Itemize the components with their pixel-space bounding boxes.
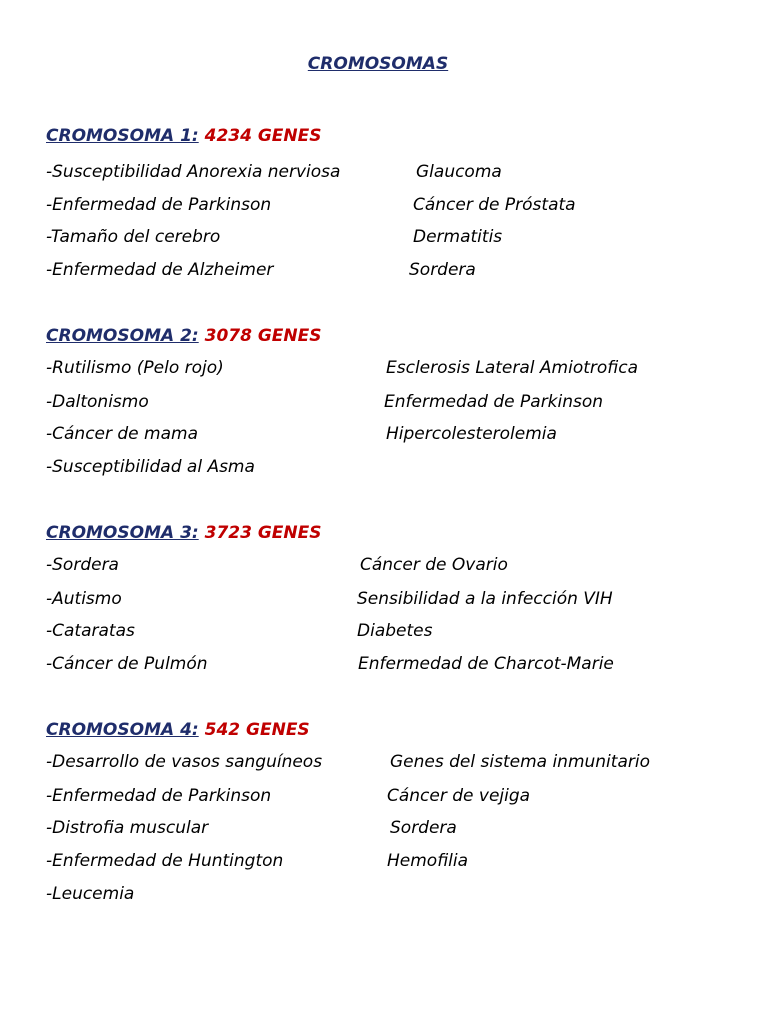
trait-left: -Cáncer de Pulmón	[46, 654, 208, 674]
trait-left: -Distrofia muscular	[46, 818, 209, 838]
list-item	[46, 423, 746, 445]
trait-left: -Autismo	[46, 589, 122, 609]
trait-right: Glaucoma	[416, 162, 502, 182]
trait-left: -Cáncer de mama	[46, 424, 199, 444]
section-heading	[46, 125, 322, 147]
chromosome-label: CROMOSOMA 3:	[46, 523, 199, 543]
trait-left: -Susceptibilidad Anorexia nerviosa	[46, 162, 341, 182]
gene-count: 542 GENES	[204, 720, 310, 740]
trait-right: Sensibilidad a la infección VIH	[357, 589, 613, 609]
gene-count: 4234 GENES	[204, 126, 322, 146]
trait-left: -Sordera	[46, 555, 119, 575]
trait-right: Enfermedad de Charcot-Marie	[358, 654, 614, 674]
list-item	[46, 357, 746, 379]
trait-left: -Rutilismo (Pelo rojo)	[46, 358, 224, 378]
list-item	[46, 554, 746, 576]
trait-left: -Daltonismo	[46, 392, 149, 412]
list-item	[46, 785, 746, 807]
trait-left: -Susceptibilidad al Asma	[46, 457, 255, 477]
trait-right: Diabetes	[357, 621, 433, 641]
trait-left: -Cataratas	[46, 621, 135, 641]
list-item	[46, 850, 746, 872]
list-item	[46, 751, 746, 773]
trait-right: Hipercolesterolemia	[386, 424, 557, 444]
trait-right: Cáncer de Ovario	[360, 555, 508, 575]
list-item	[46, 653, 746, 675]
trait-left: -Leucemia	[46, 884, 135, 904]
trait-right: Sordera	[409, 260, 476, 280]
gene-count: 3078 GENES	[204, 326, 322, 346]
trait-left: -Desarrollo de vasos sanguíneos	[46, 752, 323, 772]
list-item	[46, 259, 746, 281]
trait-left: -Enfermedad de Parkinson	[46, 786, 272, 806]
trait-right: Esclerosis Lateral Amiotrofica	[386, 358, 639, 378]
page-title: CROMOSOMAS	[307, 54, 449, 74]
section-heading	[46, 522, 322, 544]
chromosome-label: CROMOSOMA 1:	[46, 126, 199, 146]
list-item	[46, 226, 746, 248]
list-item	[46, 588, 746, 610]
section-heading	[46, 325, 322, 347]
trait-right: Genes del sistema inmunitario	[390, 752, 650, 772]
chromosome-label: CROMOSOMA 4:	[46, 720, 199, 740]
trait-left: -Enfermedad de Huntington	[46, 851, 284, 871]
list-item	[46, 194, 746, 216]
trait-right: Enfermedad de Parkinson	[384, 392, 604, 412]
trait-right: Dermatitis	[413, 227, 503, 247]
chromosome-label: CROMOSOMA 2:	[46, 326, 199, 346]
list-item	[46, 620, 746, 642]
trait-left: -Tamaño del cerebro	[46, 227, 221, 247]
gene-count: 3723 GENES	[204, 523, 322, 543]
trait-right: Hemofilia	[387, 851, 469, 871]
list-item	[46, 391, 746, 413]
section-heading	[46, 719, 310, 741]
trait-right: Cáncer de Próstata	[413, 195, 576, 215]
trait-right: Sordera	[390, 818, 457, 838]
list-item	[46, 456, 746, 478]
list-item	[46, 161, 746, 183]
list-item	[46, 883, 746, 905]
list-item	[46, 817, 746, 839]
trait-right: Cáncer de vejiga	[387, 786, 531, 806]
trait-left: -Enfermedad de Parkinson	[46, 195, 272, 215]
trait-left: -Enfermedad de Alzheimer	[46, 260, 274, 280]
